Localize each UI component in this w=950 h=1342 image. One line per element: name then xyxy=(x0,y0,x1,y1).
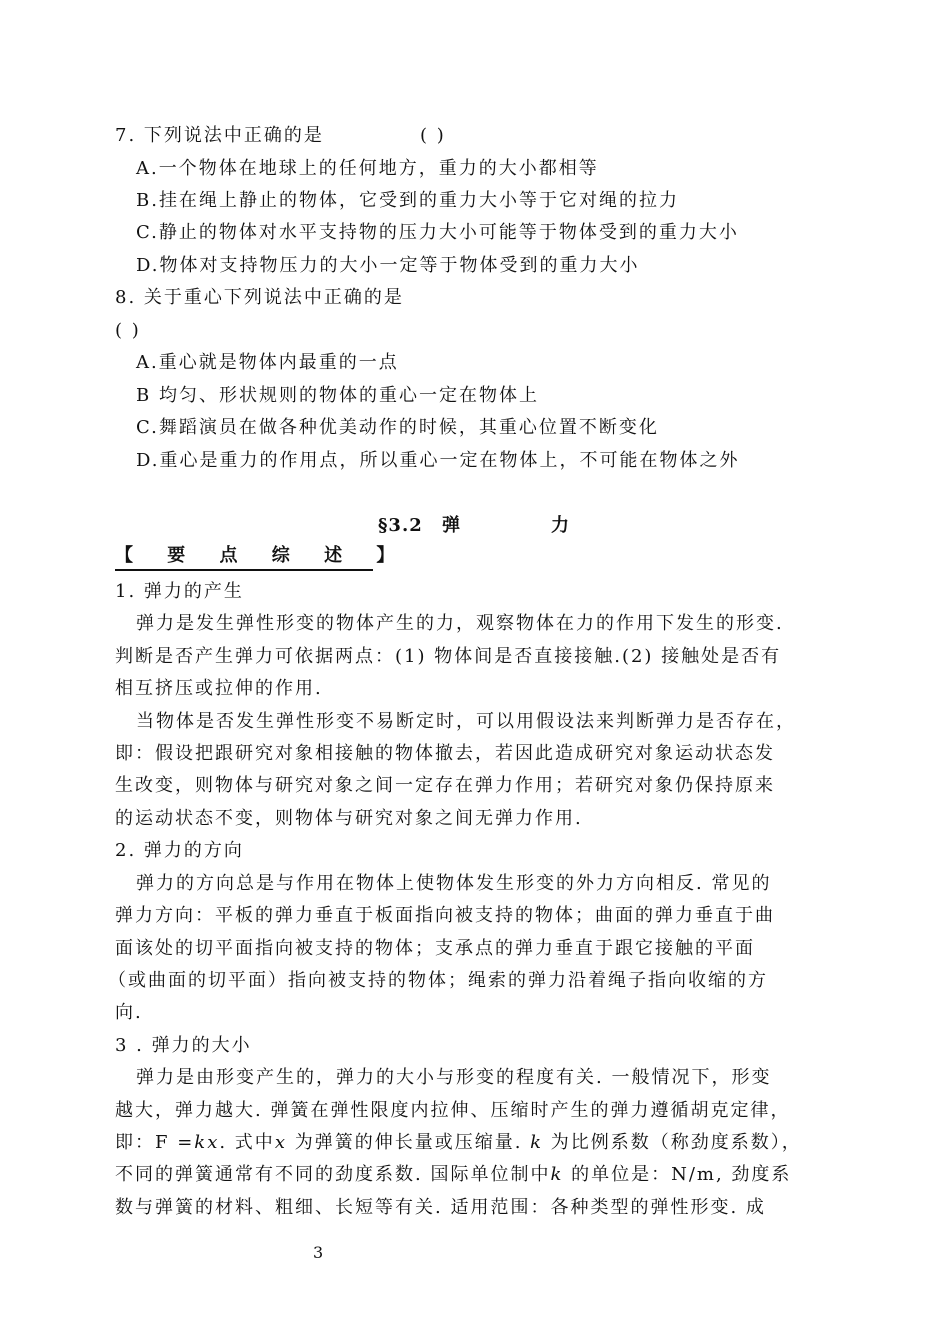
question-7-option-b: B.挂在绳上静止的物体，它受到的重力大小等于它对绳的拉力 xyxy=(136,190,679,211)
part-2-heading: 2. 弹力的方向 xyxy=(115,840,244,861)
section-title-char-2: 力 xyxy=(551,515,570,536)
part-2-line: 面该处的切平面指向被支持的物体；支承点的弹力垂直于跟它接触的平面 xyxy=(115,938,755,959)
key-points-header: 【 要 点 综 述 】 xyxy=(115,544,373,571)
part-1-line: 相互挤压或拉伸的作用. xyxy=(115,678,323,699)
part-1-heading: 1. 弹力的产生 xyxy=(115,581,244,602)
question-7-answer-paren: ( ) xyxy=(420,125,446,146)
question-8-answer-paren: ( ) xyxy=(115,320,141,341)
part-3-line-hooke-formula: 即：F =kx. 式中x 为弹簧的伸长量或压缩量. k 为比例系数（称劲度系数）， xyxy=(115,1132,802,1153)
section-number: §3.2 xyxy=(378,515,423,536)
question-8-option-a: A.重心就是物体内最重的一点 xyxy=(136,352,399,373)
part-1-line: 当物体是否发生弹性形变不易断定时，可以用假设法来判断弹力是否存在， xyxy=(136,711,796,732)
part-2-line: 向. xyxy=(115,1002,143,1023)
question-8-option-b: B 均匀、形状规则的物体的重心一定在物体上 xyxy=(136,385,539,406)
part-1-line: 判断是否产生弹力可依据两点：(1) 物体间是否直接接触.(2) 接触处是否有 xyxy=(115,646,782,667)
part-3-line-units: 不同的弹簧通常有不同的劲度系数. 国际单位制中k 的单位是：N/m, 劲度系 xyxy=(115,1164,792,1185)
part-2-line: 弹力的方向总是与作用在物体上使物体发生形变的外力方向相反. 常见的 xyxy=(136,873,772,894)
page-number: 3 xyxy=(313,1243,324,1262)
question-7-option-d: D.物体对支持物压力的大小一定等于物体受到的重力大小 xyxy=(136,255,640,276)
part-1-line: 弹力是发生弹性形变的物体产生的力，观察物体在力的作用下发生的形变. xyxy=(136,613,784,634)
part-1-line: 的运动状态不变，则物体与研究对象之间无弹力作用. xyxy=(115,808,583,829)
part-2-line: 弹力方向：平板的弹力垂直于板面指向被支持的物体；曲面的弹力垂直于曲 xyxy=(115,905,775,926)
question-7-option-a: A.一个物体在地球上的任何地方，重力的大小都相等 xyxy=(136,158,599,179)
part-1-line: 生改变，则物体与研究对象之间一定存在弹力作用；若研究对象仍保持原来 xyxy=(115,775,775,796)
part-3-line: 弹力是由形变产生的，弹力的大小与形变的程度有关. 一般情况下，形变 xyxy=(136,1067,772,1088)
question-8-option-d: D.重心是重力的作用点，所以重心一定在物体上，不可能在物体之外 xyxy=(136,450,740,471)
part-3-heading: 3 . 弹力的大小 xyxy=(115,1035,252,1056)
question-7-stem: 7. 下列说法中正确的是 xyxy=(115,125,324,146)
variable-x: x xyxy=(274,1132,287,1153)
question-7-option-c: C.静止的物体对水平支持物的压力大小可能等于物体受到的重力大小 xyxy=(136,222,739,243)
part-2-line: （或曲面的切平面）指向被支持的物体；绳索的弹力沿着绳子指向收缩的方 xyxy=(108,970,768,991)
question-8-stem: 8. 关于重心下列说法中正确的是 xyxy=(115,287,404,308)
part-3-line: 越大，弹力越大. 弹簧在弹性限度内拉伸、压缩时产生的弹力遵循胡克定律， xyxy=(115,1100,791,1121)
question-8-option-c: C.舞蹈演员在做各种优美动作的时候，其重心位置不断变化 xyxy=(136,417,659,438)
section-title-char-1: 弹 xyxy=(442,515,461,536)
variable-kx: kx xyxy=(194,1132,220,1153)
variable-k: k xyxy=(530,1132,544,1153)
part-3-line: 数与弹簧的材料、粗细、长短等有关. 适用范围：各种类型的弹性形变. 成 xyxy=(115,1197,766,1218)
variable-k: k xyxy=(550,1164,564,1185)
part-1-line: 即：假设把跟研究对象相接触的物体撤去，若因此造成研究对象运动状态发 xyxy=(115,743,775,764)
